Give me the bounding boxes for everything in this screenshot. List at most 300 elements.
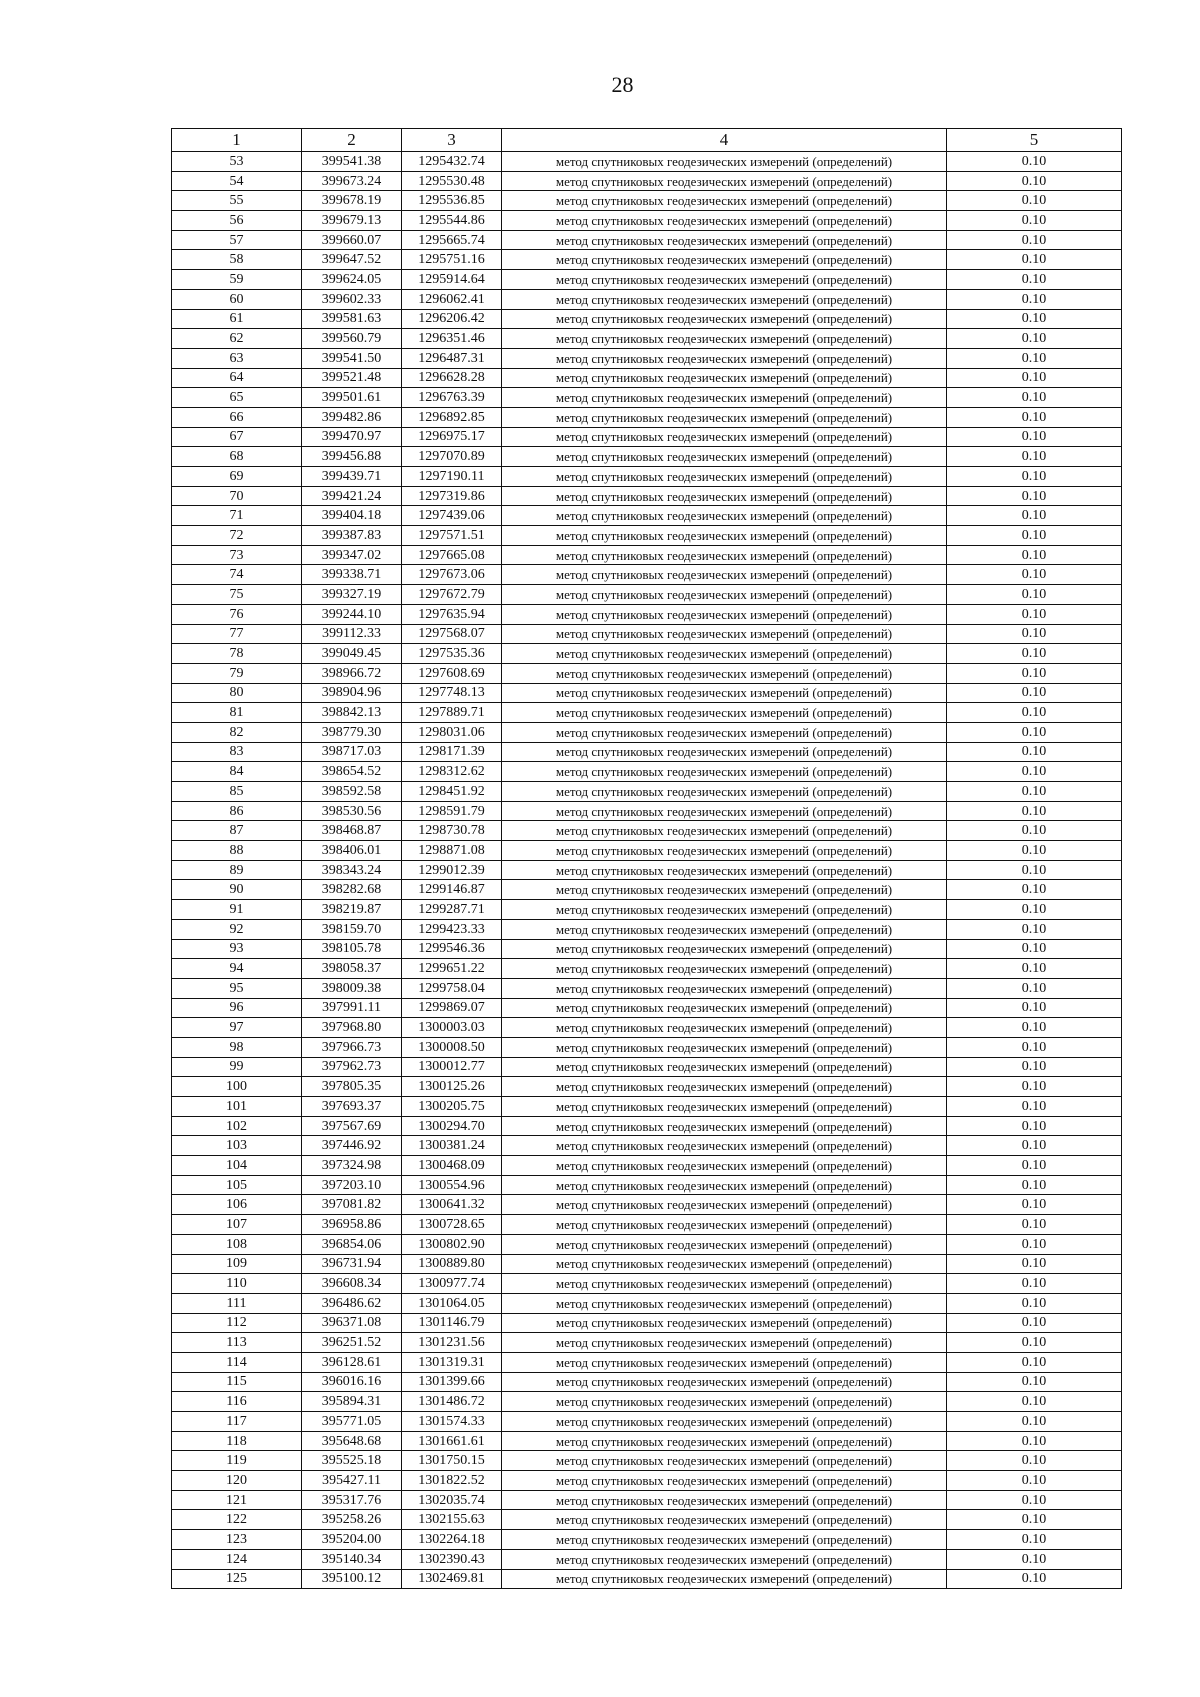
cell-coord-y: 1298171.39 (402, 742, 502, 762)
cell-point-number: 80 (172, 683, 302, 703)
cell-point-number: 64 (172, 368, 302, 388)
cell-method: метод спутниковых геодезических измерений (определений) (502, 624, 947, 644)
cell-accuracy: 0.10 (947, 1313, 1122, 1333)
cell-coord-x: 399112.33 (302, 624, 402, 644)
cell-method: метод спутниковых геодезических измерений (определений) (502, 152, 947, 172)
table-row (172, 545, 1122, 565)
cell-coord-y: 1300125.26 (402, 1077, 502, 1097)
cell-point-number: 89 (172, 860, 302, 880)
cell-method: метод спутниковых геодезических измерений (определений) (502, 1254, 947, 1274)
cell-accuracy: 0.10 (947, 880, 1122, 900)
cell-point-number: 74 (172, 565, 302, 585)
cell-accuracy: 0.10 (947, 388, 1122, 408)
cell-point-number: 92 (172, 919, 302, 939)
cell-method: метод спутниковых геодезических измерений (определений) (502, 821, 947, 841)
cell-method: метод спутниковых геодезических измерений (определений) (502, 703, 947, 723)
cell-coord-x: 399501.61 (302, 388, 402, 408)
cell-point-number: 78 (172, 644, 302, 664)
cell-coord-x: 395427.11 (302, 1471, 402, 1491)
cell-method: метод спутниковых геодезических измерений (определений) (502, 1234, 947, 1254)
table-row (172, 211, 1122, 231)
cell-coord-y: 1299287.71 (402, 900, 502, 920)
cell-coord-x: 398219.87 (302, 900, 402, 920)
table-row (172, 1510, 1122, 1530)
cell-coord-y: 1301064.05 (402, 1293, 502, 1313)
cell-coord-y: 1298871.08 (402, 841, 502, 861)
table-row (172, 1313, 1122, 1333)
cell-accuracy: 0.10 (947, 1274, 1122, 1294)
cell-coord-x: 398468.87 (302, 821, 402, 841)
cell-coord-y: 1301822.52 (402, 1471, 502, 1491)
cell-accuracy: 0.10 (947, 722, 1122, 742)
cell-point-number: 82 (172, 722, 302, 742)
cell-coord-x: 399049.45 (302, 644, 402, 664)
table-row (172, 329, 1122, 349)
cell-coord-y: 1298031.06 (402, 722, 502, 742)
cell-coord-y: 1296351.46 (402, 329, 502, 349)
cell-coord-y: 1297319.86 (402, 486, 502, 506)
cell-method: метод спутниковых геодезических измерений (определений) (502, 1057, 947, 1077)
cell-accuracy: 0.10 (947, 821, 1122, 841)
table-row (172, 742, 1122, 762)
table-row (172, 663, 1122, 683)
cell-method: метод спутниковых геодезических измерений (определений) (502, 683, 947, 703)
cell-coord-x: 399470.97 (302, 427, 402, 447)
cell-method: метод спутниковых геодезических измерений (определений) (502, 1018, 947, 1038)
cell-point-number: 90 (172, 880, 302, 900)
cell-point-number: 62 (172, 329, 302, 349)
cell-point-number: 61 (172, 309, 302, 329)
cell-coord-x: 395894.31 (302, 1392, 402, 1412)
table-header (172, 129, 1122, 152)
cell-coord-x: 399660.07 (302, 230, 402, 250)
cell-coord-x: 397968.80 (302, 1018, 402, 1038)
cell-accuracy: 0.10 (947, 1471, 1122, 1491)
cell-coord-y: 1302469.81 (402, 1569, 502, 1589)
cell-accuracy: 0.10 (947, 1234, 1122, 1254)
table-row (172, 959, 1122, 979)
cell-accuracy: 0.10 (947, 427, 1122, 447)
cell-coord-x: 395100.12 (302, 1569, 402, 1589)
cell-coord-y: 1297439.06 (402, 506, 502, 526)
cell-point-number: 71 (172, 506, 302, 526)
cell-method: метод спутниковых геодезических измерений (определений) (502, 191, 947, 211)
cell-point-number: 75 (172, 585, 302, 605)
cell-coord-y: 1301486.72 (402, 1392, 502, 1412)
cell-method: метод спутниковых геодезических измерений (определений) (502, 1549, 947, 1569)
table-row (172, 1451, 1122, 1471)
cell-method: метод спутниковых геодезических измерений (определений) (502, 1195, 947, 1215)
cell-coord-x: 398406.01 (302, 841, 402, 861)
cell-accuracy: 0.10 (947, 1431, 1122, 1451)
cell-accuracy: 0.10 (947, 447, 1122, 467)
cell-coord-x: 399338.71 (302, 565, 402, 585)
cell-coord-y: 1296062.41 (402, 289, 502, 309)
cell-accuracy: 0.10 (947, 486, 1122, 506)
cell-coord-y: 1300294.70 (402, 1116, 502, 1136)
cell-coord-y: 1301231.56 (402, 1333, 502, 1353)
cell-point-number: 105 (172, 1175, 302, 1195)
cell-coord-x: 397567.69 (302, 1116, 402, 1136)
cell-accuracy: 0.10 (947, 604, 1122, 624)
cell-coord-x: 398282.68 (302, 880, 402, 900)
cell-point-number: 85 (172, 782, 302, 802)
cell-method: метод спутниковых геодезических измерений (определений) (502, 742, 947, 762)
cell-coord-y: 1298451.92 (402, 782, 502, 802)
table-row (172, 1215, 1122, 1235)
cell-coord-y: 1297190.11 (402, 467, 502, 487)
table-row (172, 1097, 1122, 1117)
cell-method: метод спутниковых геодезических измерений (определений) (502, 722, 947, 742)
table-row (172, 368, 1122, 388)
cell-coord-x: 396854.06 (302, 1234, 402, 1254)
table-row (172, 1412, 1122, 1432)
cell-coord-x: 399602.33 (302, 289, 402, 309)
cell-accuracy: 0.10 (947, 368, 1122, 388)
cell-coord-x: 399327.19 (302, 585, 402, 605)
cell-coord-y: 1299758.04 (402, 978, 502, 998)
cell-coord-x: 399678.19 (302, 191, 402, 211)
cell-accuracy: 0.10 (947, 270, 1122, 290)
cell-point-number: 93 (172, 939, 302, 959)
table-row (172, 1549, 1122, 1569)
cell-method: метод спутниковых геодезических измерений (определений) (502, 565, 947, 585)
cell-method: метод спутниковых геодезических измерений (определений) (502, 1510, 947, 1530)
cell-method: метод спутниковых геодезических измерений (определений) (502, 1274, 947, 1294)
header-col-2: 2 (302, 129, 402, 152)
cell-method: метод спутниковых геодезических измерений (определений) (502, 407, 947, 427)
table-row (172, 1057, 1122, 1077)
cell-coord-y: 1301146.79 (402, 1313, 502, 1333)
cell-accuracy: 0.10 (947, 1352, 1122, 1372)
cell-coord-y: 1297635.94 (402, 604, 502, 624)
cell-method: метод спутниковых геодезических измерений (определений) (502, 604, 947, 624)
cell-coord-y: 1295432.74 (402, 152, 502, 172)
table-row (172, 152, 1122, 172)
table-row (172, 998, 1122, 1018)
table-row (172, 585, 1122, 605)
cell-coord-x: 395317.76 (302, 1490, 402, 1510)
cell-method: метод спутниковых геодезических измерений (определений) (502, 545, 947, 565)
cell-method: метод спутниковых геодезических измерений (определений) (502, 762, 947, 782)
header-row (172, 129, 1122, 152)
table-row (172, 467, 1122, 487)
cell-method: метод спутниковых геодезических измерений (определений) (502, 1313, 947, 1333)
cell-method: метод спутниковых геодезических измерений (определений) (502, 1490, 947, 1510)
cell-accuracy: 0.10 (947, 1293, 1122, 1313)
cell-coord-y: 1298312.62 (402, 762, 502, 782)
cell-method: метод спутниковых геодезических измерений (определений) (502, 644, 947, 664)
cell-accuracy: 0.10 (947, 1569, 1122, 1589)
cell-point-number: 124 (172, 1549, 302, 1569)
cell-method: метод спутниковых геодезических измерений (определений) (502, 1037, 947, 1057)
cell-coord-y: 1301750.15 (402, 1451, 502, 1471)
table-row (172, 624, 1122, 644)
cell-point-number: 97 (172, 1018, 302, 1038)
table-row (172, 604, 1122, 624)
cell-method: метод спутниковых геодезических измерений (определений) (502, 939, 947, 959)
cell-point-number: 122 (172, 1510, 302, 1530)
cell-accuracy: 0.10 (947, 801, 1122, 821)
cell-accuracy: 0.10 (947, 978, 1122, 998)
cell-coord-y: 1300554.96 (402, 1175, 502, 1195)
cell-point-number: 66 (172, 407, 302, 427)
cell-point-number: 111 (172, 1293, 302, 1313)
cell-method: метод спутниковых геодезических измерений (определений) (502, 368, 947, 388)
cell-coord-x: 398058.37 (302, 959, 402, 979)
cell-method: метод спутниковых геодезических измерений (определений) (502, 978, 947, 998)
cell-point-number: 59 (172, 270, 302, 290)
cell-accuracy: 0.10 (947, 329, 1122, 349)
cell-method: метод спутниковых геодезических измерений (определений) (502, 841, 947, 861)
page-number: 28 (611, 72, 634, 97)
table-row (172, 801, 1122, 821)
cell-coord-y: 1295536.85 (402, 191, 502, 211)
cell-point-number: 63 (172, 348, 302, 368)
table-row (172, 880, 1122, 900)
cell-method: метод спутниковых геодезических измерений (определений) (502, 880, 947, 900)
table-row (172, 1018, 1122, 1038)
cell-coord-y: 1299146.87 (402, 880, 502, 900)
cell-coord-x: 398159.70 (302, 919, 402, 939)
cell-coord-y: 1297070.89 (402, 447, 502, 467)
cell-method: метод спутниковых геодезических измерений (определений) (502, 1451, 947, 1471)
table-row (172, 1175, 1122, 1195)
table-row (172, 526, 1122, 546)
cell-point-number: 88 (172, 841, 302, 861)
cell-coord-y: 1299546.36 (402, 939, 502, 959)
cell-method: метод спутниковых геодезических измерений (определений) (502, 309, 947, 329)
cell-coord-x: 395258.26 (302, 1510, 402, 1530)
cell-coord-x: 399647.52 (302, 250, 402, 270)
cell-coord-x: 396958.86 (302, 1215, 402, 1235)
cell-coord-y: 1295530.48 (402, 171, 502, 191)
table-row (172, 1077, 1122, 1097)
table-row (172, 1274, 1122, 1294)
cell-method: метод спутниковых геодезических измерений (определений) (502, 1352, 947, 1372)
cell-coord-y: 1300468.09 (402, 1156, 502, 1176)
cell-coord-x: 399404.18 (302, 506, 402, 526)
cell-method: метод спутниковых геодезических измерений (определений) (502, 171, 947, 191)
cell-point-number: 68 (172, 447, 302, 467)
cell-method: метод спутниковых геодезических измерений (определений) (502, 1116, 947, 1136)
cell-point-number: 79 (172, 663, 302, 683)
cell-method: метод спутниковых геодезических измерений (определений) (502, 348, 947, 368)
cell-point-number: 91 (172, 900, 302, 920)
table-row (172, 919, 1122, 939)
cell-coord-y: 1302155.63 (402, 1510, 502, 1530)
table-row (172, 900, 1122, 920)
cell-accuracy: 0.10 (947, 585, 1122, 605)
cell-coord-y: 1296206.42 (402, 309, 502, 329)
table-row (172, 1234, 1122, 1254)
cell-point-number: 60 (172, 289, 302, 309)
cell-point-number: 84 (172, 762, 302, 782)
cell-method: метод спутниковых геодезических измерений (определений) (502, 1412, 947, 1432)
cell-method: метод спутниковых геодезических измерений (определений) (502, 1392, 947, 1412)
cell-point-number: 55 (172, 191, 302, 211)
cell-coord-x: 397081.82 (302, 1195, 402, 1215)
cell-method: метод спутниковых геодезических измерений (определений) (502, 289, 947, 309)
header-col-3: 3 (402, 129, 502, 152)
cell-method: метод спутниковых геодезических измерений (определений) (502, 1097, 947, 1117)
table-row (172, 782, 1122, 802)
header-col-4: 4 (502, 129, 947, 152)
cell-point-number: 83 (172, 742, 302, 762)
cell-accuracy: 0.10 (947, 782, 1122, 802)
cell-coord-y: 1297889.71 (402, 703, 502, 723)
cell-point-number: 112 (172, 1313, 302, 1333)
cell-accuracy: 0.10 (947, 230, 1122, 250)
cell-coord-y: 1301319.31 (402, 1352, 502, 1372)
cell-accuracy: 0.10 (947, 762, 1122, 782)
cell-coord-y: 1296763.39 (402, 388, 502, 408)
cell-coord-x: 395140.34 (302, 1549, 402, 1569)
table-row (172, 703, 1122, 723)
cell-coord-x: 399387.83 (302, 526, 402, 546)
table-row (172, 447, 1122, 467)
table-row (172, 683, 1122, 703)
cell-accuracy: 0.10 (947, 1372, 1122, 1392)
header-col-1: 1 (172, 129, 302, 152)
cell-accuracy: 0.10 (947, 1451, 1122, 1471)
cell-coord-y: 1302035.74 (402, 1490, 502, 1510)
cell-point-number: 125 (172, 1569, 302, 1589)
cell-method: метод спутниковых геодезических измерений (определений) (502, 1175, 947, 1195)
cell-point-number: 116 (172, 1392, 302, 1412)
cell-method: метод спутниковых геодезических измерений (определений) (502, 1215, 947, 1235)
cell-accuracy: 0.10 (947, 1490, 1122, 1510)
cell-accuracy: 0.10 (947, 624, 1122, 644)
cell-method: метод спутниковых геодезических измерений (определений) (502, 1156, 947, 1176)
table-row (172, 939, 1122, 959)
cell-method: метод спутниковых геодезических измерений (определений) (502, 486, 947, 506)
table-row (172, 1037, 1122, 1057)
table-row (172, 1471, 1122, 1491)
cell-coord-y: 1297748.13 (402, 683, 502, 703)
cell-accuracy: 0.10 (947, 841, 1122, 861)
cell-point-number: 56 (172, 211, 302, 231)
table-row (172, 1254, 1122, 1274)
cell-coord-y: 1301574.33 (402, 1412, 502, 1432)
cell-accuracy: 0.10 (947, 1530, 1122, 1550)
cell-point-number: 104 (172, 1156, 302, 1176)
cell-coord-y: 1296487.31 (402, 348, 502, 368)
table-row (172, 644, 1122, 664)
cell-point-number: 57 (172, 230, 302, 250)
cell-accuracy: 0.10 (947, 407, 1122, 427)
cell-method: метод спутниковых геодезических измерений (определений) (502, 860, 947, 880)
cell-coord-x: 395204.00 (302, 1530, 402, 1550)
table-row (172, 821, 1122, 841)
cell-accuracy: 0.10 (947, 663, 1122, 683)
cell-method: метод спутниковых геодезических измерений (определений) (502, 1077, 947, 1097)
cell-method: метод спутниковых геодезических измерений (определений) (502, 1431, 947, 1451)
cell-point-number: 109 (172, 1254, 302, 1274)
cell-method: метод спутниковых геодезических измерений (определений) (502, 467, 947, 487)
cell-accuracy: 0.10 (947, 191, 1122, 211)
cell-coord-x: 398343.24 (302, 860, 402, 880)
cell-accuracy: 0.10 (947, 1097, 1122, 1117)
cell-accuracy: 0.10 (947, 1175, 1122, 1195)
cell-point-number: 72 (172, 526, 302, 546)
cell-accuracy: 0.10 (947, 1077, 1122, 1097)
cell-coord-x: 397324.98 (302, 1156, 402, 1176)
cell-method: метод спутниковых геодезических измерений (определений) (502, 211, 947, 231)
cell-method: метод спутниковых геодезических измерений (определений) (502, 388, 947, 408)
table-body (172, 152, 1122, 1589)
cell-point-number: 96 (172, 998, 302, 1018)
cell-coord-y: 1300381.24 (402, 1136, 502, 1156)
cell-coord-x: 397805.35 (302, 1077, 402, 1097)
table-row (172, 270, 1122, 290)
cell-accuracy: 0.10 (947, 703, 1122, 723)
cell-point-number: 77 (172, 624, 302, 644)
cell-coord-x: 399439.71 (302, 467, 402, 487)
cell-coord-x: 398592.58 (302, 782, 402, 802)
cell-coord-x: 398530.56 (302, 801, 402, 821)
cell-point-number: 69 (172, 467, 302, 487)
cell-point-number: 65 (172, 388, 302, 408)
cell-coord-y: 1299651.22 (402, 959, 502, 979)
cell-point-number: 58 (172, 250, 302, 270)
cell-point-number: 100 (172, 1077, 302, 1097)
cell-coord-y: 1297608.69 (402, 663, 502, 683)
cell-accuracy: 0.10 (947, 998, 1122, 1018)
cell-method: метод спутниковых геодезических измерений (определений) (502, 427, 947, 447)
header-col-5: 5 (947, 129, 1122, 152)
cell-point-number: 108 (172, 1234, 302, 1254)
table-row (172, 407, 1122, 427)
cell-coord-x: 396731.94 (302, 1254, 402, 1274)
cell-point-number: 120 (172, 1471, 302, 1491)
cell-accuracy: 0.10 (947, 1549, 1122, 1569)
cell-point-number: 113 (172, 1333, 302, 1353)
table-row (172, 1352, 1122, 1372)
cell-coord-y: 1298730.78 (402, 821, 502, 841)
cell-point-number: 103 (172, 1136, 302, 1156)
cell-point-number: 123 (172, 1530, 302, 1550)
cell-accuracy: 0.10 (947, 545, 1122, 565)
cell-coord-y: 1297665.08 (402, 545, 502, 565)
cell-coord-x: 399244.10 (302, 604, 402, 624)
cell-accuracy: 0.10 (947, 1333, 1122, 1353)
cell-accuracy: 0.10 (947, 939, 1122, 959)
cell-coord-x: 396608.34 (302, 1274, 402, 1294)
cell-method: метод спутниковых геодезических измерений (определений) (502, 585, 947, 605)
cell-coord-y: 1295665.74 (402, 230, 502, 250)
cell-point-number: 53 (172, 152, 302, 172)
cell-coord-x: 398105.78 (302, 939, 402, 959)
cell-point-number: 117 (172, 1412, 302, 1432)
cell-point-number: 73 (172, 545, 302, 565)
cell-coord-x: 399679.13 (302, 211, 402, 231)
cell-coord-y: 1301661.61 (402, 1431, 502, 1451)
cell-method: метод спутниковых геодезических измерений (определений) (502, 1136, 947, 1156)
cell-coord-x: 397446.92 (302, 1136, 402, 1156)
table-row (172, 388, 1122, 408)
cell-accuracy: 0.10 (947, 900, 1122, 920)
cell-accuracy: 0.10 (947, 171, 1122, 191)
table-row (172, 1156, 1122, 1176)
cell-coord-x: 396016.16 (302, 1372, 402, 1392)
cell-coord-y: 1297535.36 (402, 644, 502, 664)
table-row (172, 289, 1122, 309)
cell-coord-x: 396371.08 (302, 1313, 402, 1333)
cell-accuracy: 0.10 (947, 211, 1122, 231)
table-row (172, 1392, 1122, 1412)
cell-coord-y: 1301399.66 (402, 1372, 502, 1392)
